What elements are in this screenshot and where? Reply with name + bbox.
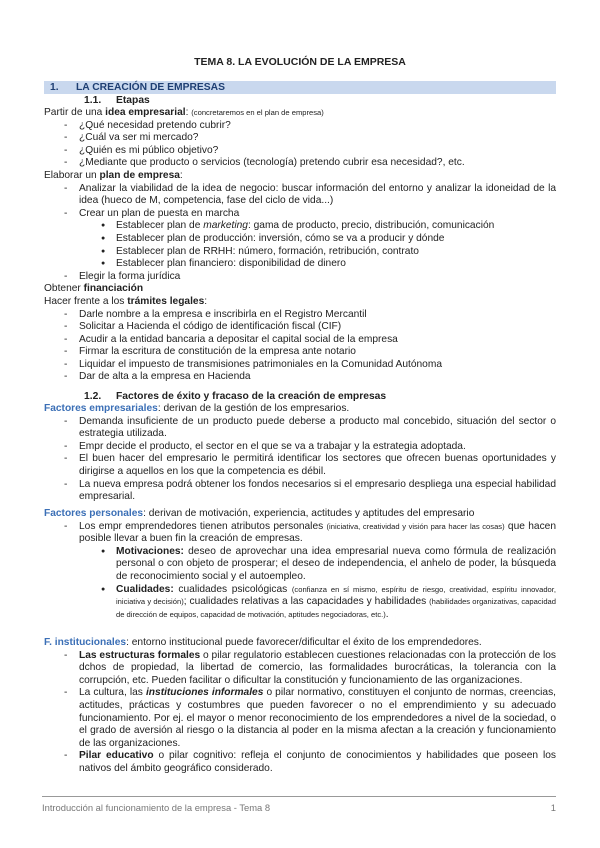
subsection-number: 1.1. <box>84 95 102 106</box>
list-item: - Pilar educativo o pilar cognitivo: refleja el conjunto de conocimientos y habilidades que poseen los nativos del ámbito geográfico considerado. <box>44 750 556 775</box>
section-title: LA CREACIÓN DE EMPRESAS <box>76 82 225 93</box>
list-item: - ¿Mediante que producto o servicios (tecnología) pretendo cubrir esa necesidad?, etc. <box>44 157 556 170</box>
subsection-heading-factores <box>84 391 386 404</box>
paragraph: F. institucionales: entorno institucional puede favorecer/dificultar el éxito de los emprendedores. <box>44 637 482 648</box>
list-item: - Los empr emprendedores tienen atributos personales (iniciativa, creatividad y visión para hacer las cosas) que hacen posible llevar a buen fin la creación de empresas. <box>44 521 556 546</box>
list-item: - Solicitar a Hacienda el código de identificación fiscal (CIF) <box>44 321 556 334</box>
list-item: ● Establecer plan de RRHH: número, formación, retribución, contrato <box>44 246 556 259</box>
subsection-title: Etapas <box>116 95 150 106</box>
paragraph: Elaborar un plan de empresa: <box>44 169 183 181</box>
list-item: ● Cualidades: cualidades psicológicas (confianza en sí mismo, espíritu de riesgo, creatividad, espíritu innovador, iniciativa y decisión); cualidades relativas a las capacidades y habilidades (habilidades organizativas, capacidad de dirección de equipos, capacidad de motivación, aptitudes negociadoras, etc.). <box>44 584 556 622</box>
subsection-heading-etapas <box>84 95 150 108</box>
list-item: - El buen hacer del empresario le permitirá identificar los sectores que ofrecen buenas oportunidades y dirigirse a aquellos en los que la competencia es débil. <box>44 453 556 478</box>
document-title: TEMA 8. LA EVOLUCIÓN DE LA EMPRESA <box>194 56 406 68</box>
list-item: - Empr decide el producto, el sector en el que se va a trabajar y la estrategia adoptada. <box>44 441 556 454</box>
list-item: - Analizar la viabilidad de la idea de negocio: buscar información del entorno y analizar la idoneidad de la idea (hueco de M, competencia, fase del ciclo de vida...) <box>44 183 556 208</box>
list-item: ● Establecer plan financiero: disponibilidad de dinero <box>44 258 556 271</box>
paragraph: Factores empresariales: derivan de la gestión de los empresarios. <box>44 403 350 414</box>
list-item: ● Establecer plan de marketing: gama de producto, precio, distribución, comunicación <box>44 220 556 233</box>
list-item: - Las estructuras formales o pilar regulatorio establecen cuestiones relacionadas con la protección de los dchos de propiedad, la libertad de comercio, las formalidades burocráticas, la tolerancia con la corrupción, etc. Pueden facilitar o dificultar la constitución y funcionamiento de las organizaciones. <box>44 650 556 688</box>
page-footer <box>42 802 556 815</box>
list-item: - ¿Quién es mi público objetivo? <box>44 145 556 158</box>
list-item: - Dar de alta a la empresa en Hacienda <box>44 371 556 384</box>
footer-text: Introducción al funcionamiento de la empresa - Tema 8 <box>42 802 271 813</box>
section-number: 1. <box>50 82 59 93</box>
factores-institucionales <box>44 637 556 776</box>
paragraph: Hacer frente a los trámites legales: <box>44 295 208 307</box>
list-item: - Demanda insuficiente de un producto puede deberse a producto mal concebido, situación del sector o estrategia utilizada. <box>44 416 556 441</box>
etapas-content <box>44 107 556 384</box>
list-item: - Liquidar el impuesto de transmisiones patrimoniales en la Comunidad Autónoma <box>44 359 556 372</box>
list-item: ● Establecer plan de producción: inversión, cómo se va a producir y dónde <box>44 233 556 246</box>
paragraph: Obtener financiación <box>44 283 144 295</box>
list-item: - Darle nombre a la empresa e inscribirla en el Registro Mercantil <box>44 309 556 322</box>
footer-divider <box>42 796 556 797</box>
paragraph: Partir de una idea empresarial: (concretaremos en el plan de empresa) <box>44 107 324 118</box>
paragraph: Factores personales: derivan de motivación, experiencia, actitudes y aptitudes del empresario <box>44 508 475 519</box>
subsection-number: 1.2. <box>84 391 102 402</box>
list-item: - La nueva empresa podrá obtener los fondos necesarios si el empresario despliega una especial habilidad empresarial. <box>44 479 556 504</box>
list-item: ● Motivaciones: deseo de aprovechar una idea empresarial nueva como fórmula de realización personal o con objeto de prosperar; el deseo de independencia, el anhelo de poder, la búsqueda de reconocimiento social y el autoempleo. <box>44 546 556 584</box>
list-item: - ¿Qué necesidad pretendo cubrir? <box>44 120 556 133</box>
factores-personales <box>44 508 556 621</box>
subsection-title: Factores de éxito y fracaso de la creación de empresas <box>116 391 387 402</box>
page-number: 1 <box>550 802 556 813</box>
section-heading <box>44 81 556 94</box>
factores-empresariales <box>44 403 556 504</box>
list-item: - Firmar la escritura de constitución de la empresa ante notario <box>44 346 556 359</box>
list-item: - Acudir a la entidad bancaria a depositar el capital social de la empresa <box>44 334 556 347</box>
list-item: - Crear un plan de puesta en marcha <box>44 208 556 221</box>
list-item: - La cultura, las instituciones informales o pilar normativo, constituyen el conjunto de normas, creencias, actitudes, prácticas y costumbres que pueden favorecer o no el emprendimiento y su adecuado funcionamiento. Por ej. el mayor o menor reconocimiento de los emprendedores a nivel de la sociedad, o el grado de aversión al riesgo o la distancia al poder en la misma afectan a la creación y funcionamiento de las organizaciones. <box>44 687 556 750</box>
list-item: - ¿Cuál va ser mi mercado? <box>44 132 556 145</box>
list-item: - Elegir la forma jurídica <box>44 271 556 284</box>
